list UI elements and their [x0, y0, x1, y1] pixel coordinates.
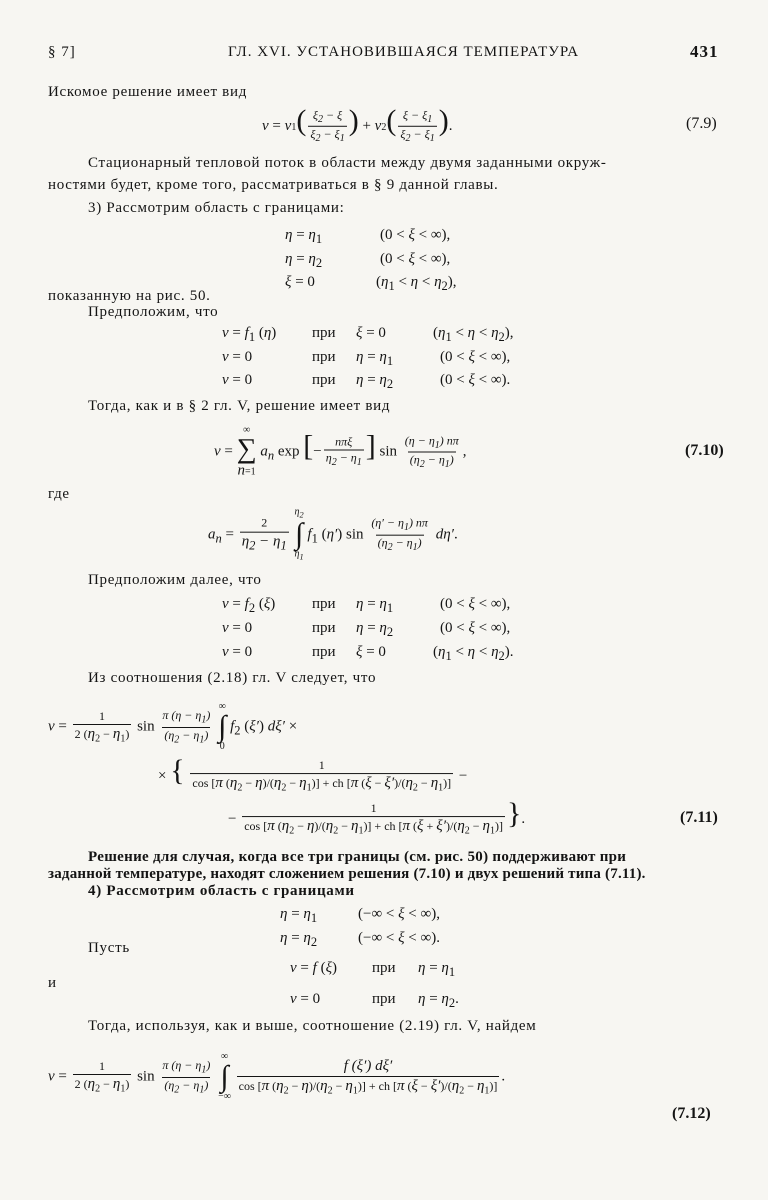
cond1-line3-range: (0 < ξ < ∞). [440, 372, 511, 388]
paragraph-case4: 4) Рассмотрим область с границами [88, 883, 355, 899]
equation-7-12: v = $\frac{1}{2 (\eta_2 - \eta_1)}$ sin $\frac{\pi (\eta - \eta_1)}{(\eta_2 - \eta_1)}$ ∞ ∫ −∞ $\frac{f (\xi') d\xi'}{\cos [\pi (\eta_2 - \eta)/(\eta_2 - \eta_1)] + ch [\pi (\xi - \xi')/(\eta_2 - \eta_1)]}$ . [48, 1051, 506, 1102]
paragraph-let: Пусть [88, 940, 130, 956]
cond1-line3-lhs: v = 0 [222, 372, 253, 388]
page-number: 431 [690, 42, 719, 61]
equation-7-11-line2: × { $\frac{1}{\cos [\pi (\eta_2 - \eta)/(\eta_2 - \eta_1)] + ch [\pi (\xi - \xi')/(\eta_2 - \eta_1)]}$ − [158, 754, 468, 794]
section-ref: § 7] [48, 44, 76, 60]
case4-boundary-2: $\eta = \eta_2$ [280, 930, 318, 949]
equation-7-11-line1: v = $\frac{1}{2 (\eta_2 - \eta_1)}$ sin $\frac{\pi (\eta - \eta_1)}{(\eta_2 - \eta_1)}$ ∞ ∫ 0 $f_2$ (ξ′) dξ′ × [48, 701, 298, 752]
paragraph-heat-flow-line2: ностями будет, кроме того, рассматриваться в § 9 данной главы. [48, 177, 499, 193]
case4-cond-2-when: при [372, 991, 396, 1007]
case4-cond-2-lhs: v = 0 [290, 991, 321, 1007]
case4-cond-1-at: $\eta = \eta_1$ [418, 960, 456, 979]
sin-word-an: sin [346, 526, 364, 543]
cond2-line3-lhs: v = 0 [222, 644, 253, 660]
cond2-line3-at: ξ = 0 [356, 644, 386, 660]
paragraph-where: где [48, 486, 70, 502]
paragraph-then-using: Тогда, используя, как и выше, соотношение (2.19) гл. V, найдем [88, 1018, 537, 1034]
cond1-line2-lhs: v = 0 [222, 349, 253, 365]
cond1-line2-range: (0 < ξ < ∞), [440, 349, 511, 365]
boundary-line-2: $\eta = \eta_2$ [285, 251, 323, 270]
paragraph-suppose-further: Предположим далее, что [88, 572, 262, 588]
sin-word-712: sin [137, 1068, 155, 1085]
equation-number-7-11: (7.11) [680, 809, 718, 826]
case4-cond-2-at: $\eta = \eta_2$. [418, 991, 459, 1010]
cond1-line2-when: при [312, 349, 336, 365]
paragraph-all-three-line2: заданной температуре, находят сложением решения (7.10) и двух решений типа (7.11). [48, 866, 646, 882]
cond2-line1-when: при [312, 596, 336, 612]
paragraph-from-relation: Из соотношения (2.18) гл. V следует, что [88, 670, 377, 686]
running-title: ГЛ. XVI. УСТАНОВИВШАЯСЯ ТЕМПЕРАТУРА [228, 44, 580, 60]
cond2-line3-range: $(\eta_1 < \eta < \eta_2)$. [433, 644, 514, 663]
case4-range-1: (−∞ < ξ < ∞), [358, 906, 440, 922]
case4-cond-1-when: при [372, 960, 396, 976]
cond2-line2-at: $\eta = \eta_2$ [356, 620, 394, 639]
cond2-line1-lhs: $v = f_2$ (ξ) [222, 596, 276, 615]
cond2-line2-when: при [312, 620, 336, 636]
paragraph-all-three-line1: Решение для случая, когда все три границы (см. рис. 50) поддерживают при [88, 849, 627, 865]
cond1-line1-range: $(\eta_1 < \eta < \eta_2)$, [433, 325, 514, 344]
boundary-range-1: (0 < ξ < ∞), [380, 227, 451, 243]
equation-7-11-line3: − $\frac{1}{\cos [\pi (\eta_2 - \eta)/(\eta_2 - \eta_1)] + ch [\pi (\xi + \xi')/(\eta_2 - \eta_1)]}$ }. [228, 797, 526, 837]
equation-number-7-10: (7.10) [685, 442, 724, 459]
equation-number-7-12: (7.12) [672, 1105, 711, 1122]
boundary-line-1: $\eta = \eta_1$ [285, 227, 323, 246]
cond2-line2-lhs: v = 0 [222, 620, 253, 636]
cond1-line2-at: $\eta = \eta_1$ [356, 349, 394, 368]
cond1-line1-at: ξ = 0 [356, 325, 386, 341]
cond2-line2-range: (0 < ξ < ∞), [440, 620, 511, 636]
cond2-line1-at: $\eta = \eta_1$ [356, 596, 394, 615]
equation-7-10: v = ∞ ∑ n=1 $a_n$ exp [− $\frac{\text{nπξ}}{\eta_2 - \eta_1}$ ] sin $\frac{(\eta - \eta_1) n\pi}{(\eta_2 - \eta_1)}$ , [214, 424, 467, 479]
cond1-line3-when: при [312, 372, 336, 388]
paragraph-and: и [48, 975, 57, 991]
paragraph-shown-fig: показанную на рис. 50. [48, 288, 211, 304]
sin-word: sin [379, 443, 398, 460]
paragraph-suppose: Предположим, что [88, 304, 219, 320]
equation-number-7-9: (7.9) [686, 115, 717, 132]
cond2-line3-when: при [312, 644, 336, 660]
paragraph-case3: 3) Рассмотрим область с границами: [88, 200, 345, 216]
paragraph-intro: Искомое решение имеет вид [48, 84, 248, 100]
paragraph-then-solution: Тогда, как и в § 2 гл. V, решение имеет вид [88, 398, 391, 414]
exp-word: exp [277, 443, 300, 460]
case4-range-2: (−∞ < ξ < ∞). [358, 930, 440, 946]
paragraph-heat-flow-line1: Стационарный тепловой поток в области между двумя заданными окруж- [88, 155, 607, 171]
case4-boundary-1: $\eta = \eta_1$ [280, 906, 318, 925]
cond2-line1-range: (0 < ξ < ∞), [440, 596, 511, 612]
boundary-line-3: ξ = 0 [285, 274, 315, 290]
cond1-line3-at: $\eta = \eta_2$ [356, 372, 394, 391]
case4-cond-1-lhs: v = f (ξ) [290, 960, 337, 976]
cond1-line1-when: при [312, 325, 336, 341]
boundary-range-3: $(\eta_1 < \eta < \eta_2)$, [376, 274, 457, 293]
cond1-line1-lhs: $v = f_1$ (η) [222, 325, 277, 344]
equation-7-9: v = v1( $\frac{\xi_2 - \xi}{\xi_2 - \xi_1}$ ) + v2( $\frac{\xi - \xi_1}{\xi_2 - \xi_1}$ ). [262, 103, 453, 145]
coefficient-an: $a_n$ = $\frac{2}{\eta_2 - \eta_1}$ $\eta_2$ ∫ $\eta_1$ $f_1$ (η′) sin $\frac{(\eta' - \eta_1) n\pi}{(\eta_2 - \eta_1)}$ dη′. [208, 506, 458, 562]
boundary-range-2: (0 < ξ < ∞), [380, 251, 451, 267]
sin-word-711: sin [137, 718, 155, 735]
